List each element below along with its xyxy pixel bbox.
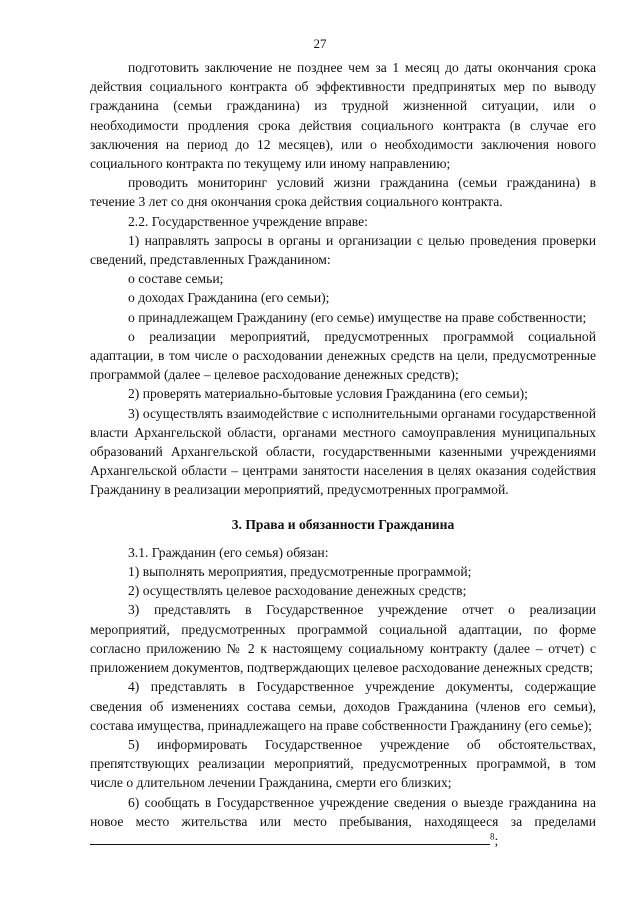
paragraph: 3) представлять в Государственное учреждение отчет о реализации мероприятий, предусмотренных программой социальной адаптации, по форме согласно приложению № 2 к настоящему социальному контракту (далее – отчет) с приложением документов, подтверждающих целевое расходование денежных средств;: [90, 602, 596, 676]
fill-in-blank-line: [90, 832, 490, 845]
paragraph: о доходах Гражданина (его семьи);: [128, 290, 330, 306]
section-heading: 3. Права и обязанности Гражданина: [231, 516, 455, 532]
paragraph: проводить мониторинг условий жизни гражданина (семьи гражданина) в течение 3 лет со дня окончания срока действия социального контракта.: [90, 175, 596, 210]
paragraph: 1) направлять запросы в органы и организации с целью проведения проверки сведений, представленных Гражданином:: [90, 232, 596, 268]
paragraph: о принадлежащем Гражданину (его семье) имуществе на праве собственности;: [128, 309, 587, 325]
paragraph: 4) представлять в Государственное учреждение документы, содержащие сведения об изменениях состава семьи, доходов Гражданина (членов его семьи), состава имущества, принадлежащего на праве собственности Гражданину (его семье);: [90, 679, 596, 733]
paragraph: 3) осуществлять взаимодействие с исполнительными органами государственной власти Архангельской области, органами местного самоуправления муниципальных образований Архангельской области, государственными казенными учреждениями Архангельской области – центрами занятости населения в целях оказания содействия Гражданину в реализации мероприятий, предусмотренных программой.: [90, 405, 596, 498]
paragraph-end: ;: [494, 832, 499, 848]
page-number: 27: [313, 36, 327, 51]
paragraph: 2.2. Государственное учреждение вправе:: [128, 213, 368, 229]
paragraph: 1) выполнять мероприятия, предусмотренные программой;: [128, 564, 472, 580]
paragraph-text: 6) сообщать в Государственное учреждение сведения о выезде гражданина на новое место жительства или место пребывания, находящееся за пределами: [90, 794, 596, 829]
paragraph: о составе семьи;: [128, 271, 224, 287]
paragraph: 5) информировать Государственное учреждение об обстоятельствах, препятствующих реализации мероприятий, предусмотренных программой, в том числе о длительном лечении Гражданина, смерти его близких;: [90, 736, 596, 791]
paragraph: 2) проверять материально-бытовые условия Гражданина (его семьи);: [128, 386, 528, 402]
document-body: [90, 58, 596, 850]
paragraph: подготовить заключение не позднее чем за 1 месяц до даты окончания срока действия социального контракта об эффективности предпринятых мер по выводу гражданина (семьи гражданина) из трудной жизненной ситуации, или о необходимости продления срока действия социального контракта (в случае его заключения на период до 12 месяцев), или о необходимости заключения нового социального контракта по текущему или иному направлению;: [90, 60, 596, 172]
paragraph: о реализации мероприятий, предусмотренных программой социальной адаптации, в том числе о расходовании денежных средств на цели, предусмотренные программой (далее – целевое расходование денежных средств);: [90, 328, 596, 383]
paragraph: 3.1. Гражданин (его семья) обязан:: [128, 544, 329, 560]
footnote-marker: 8: [490, 831, 495, 842]
paragraph-last: [90, 793, 596, 851]
paragraph: 2) осуществлять целевое расходование денежных средств;: [128, 583, 467, 599]
